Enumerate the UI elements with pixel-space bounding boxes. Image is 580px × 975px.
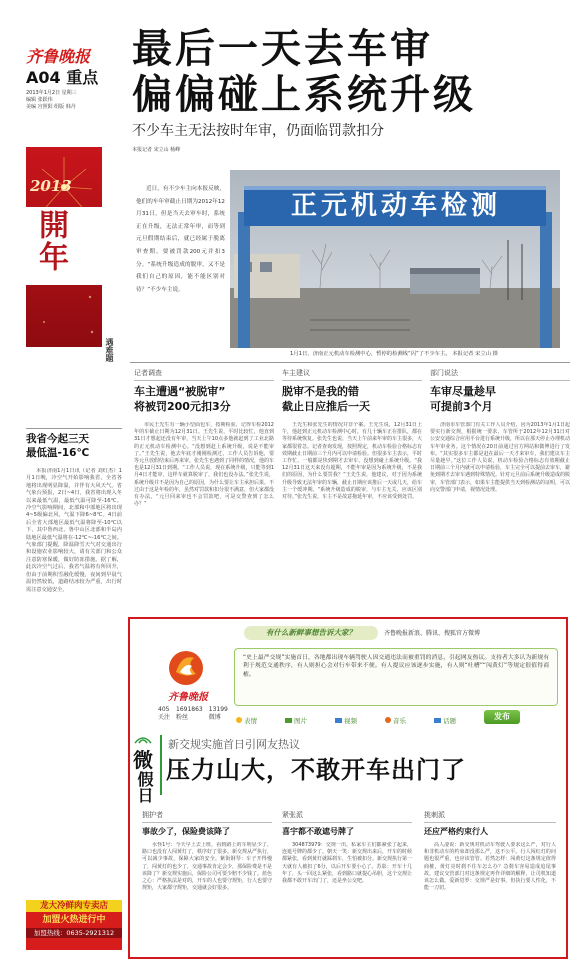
emoji-label: 表情 <box>244 716 257 725</box>
column-2-body: 王先生和张先生的情况并非个案。王先生说，12月31日上午，他赶到正元机动车检测中心时，有几十辆车正在排队，都在等待系统恢复。张先生也说，当天上午前来年审的车主很多，大家都很着急。记者查询发现，按照规定，机动车检验合格标志有效期截止日期前三个月内可以申请检验。但很多车主表示，平时工作忙，一般都是快到期才去审车，没想到碰上系统升级。“我12月31日这天来没有超期，不能年审是因为系统升级，不是我们的原因，为什么要罚我？”王先生说，他建议，对于因为系统升级导致无法年审的车辆，截止日期应该推后一天或几天，给车主一个缓冲期。“系统升级造成的脱审，与车主无关，应该区别对待。”张先生说，车主不是故意拖延年审，不应该受到处罚。 <box>282 422 422 501</box>
column-1-title-1: 车主遭遇“被脱审” <box>134 385 226 398</box>
weibo-col-3-title: 还应严格约束行人 <box>424 827 488 836</box>
news-photo <box>230 170 560 348</box>
stat-posts-num: 13199 <box>208 706 228 713</box>
music-label: 音乐 <box>393 716 406 725</box>
photo-sign-text: 正元机动车检测 <box>290 191 501 221</box>
promo-tagline-text: 有什么新鲜事想告诉大家？ <box>266 628 356 637</box>
topic-tool[interactable] <box>434 716 456 725</box>
promo-tagline <box>244 626 378 640</box>
weibo-col-2-tag: 紧张派 <box>282 810 412 823</box>
music-tool[interactable] <box>385 716 406 725</box>
paper-logo: 齐鲁晚报 <box>26 47 91 66</box>
banner-title-text: 開年 <box>33 209 68 273</box>
music-icon <box>385 717 391 723</box>
column-1-tag: 记者调查 <box>134 368 274 381</box>
stat-follow <box>158 706 170 722</box>
column-2-title-1: 脱审不是我的错 <box>282 385 359 398</box>
video-tool[interactable] <box>335 716 357 725</box>
column-3-title-2: 可提前3个月 <box>430 400 493 413</box>
weibo-col-1-title: 事故少了，保险费该降了 <box>142 827 230 836</box>
flame-logo-icon <box>158 648 214 688</box>
headline-line2: 偏偏碰上系统升级 <box>132 72 476 118</box>
column-1-title-2: 将被罚200元扣3分 <box>134 400 231 413</box>
column-2 <box>282 368 422 584</box>
column-2-tag: 车主建议 <box>282 368 422 381</box>
image-label: 图片 <box>294 716 307 725</box>
promo-paper-logo: 齐鲁晚报 <box>168 692 208 703</box>
weather-subtitle: 最低温-16℃ <box>26 447 90 459</box>
column-3-body: 济南市车管部门有关工作人员介绍，因为2013年1月1日起要实行新交规，根据统一要求，车管所于2012年12月31日对公安交通综合应用平台进行系统升级，所以在那天停止办理机动车年审业务。这个情况在20日前通过官方网站和微博进行了发布。“其实很多车主都是赶在最后一天才来审车，我们建议车主尽量趁早。”这位工作人员说，机动车检验合格标志有效期截止日期前三个月内就可以申请检验，车主完全可以提前去审车，避免到期才去审车遇到特殊情况。针对元旦前后系统升级造成的脱审，车管部门表示，如果车主能提供当天到检测站的证明，可以向交警部门申请，视情况处理。 <box>430 422 570 493</box>
meat-store-ad <box>26 900 122 950</box>
video-icon <box>335 718 342 723</box>
weibo-kicker: 新交规实施首日引网友热议 <box>168 738 300 751</box>
designer-credit: 美编 宫照阳 组版 韩丹 <box>26 104 76 110</box>
byline: 本报记者 宋立山 杨峰 <box>132 147 181 153</box>
column-1-body: 市民王先生有一辆小型面包车，按期检验，记得车检2012年的车截止日期为12月31日。王先生说，平时比较忙，他直到31日才想起还没有年审，当天上午10点多他就赶到了工业北路的正元机动车检测中心。“没想到赶上系统升级，说是不能审了。”王先生说，他去年底才刚刚检测过，工作人员告诉他，要等元旦放假结束后再来审。张先生也遇到了同样的情况，他的车也是12月31日到期。“工作人员说，现在系统升级，只能等到1月4日才能审，这样车就算脱审了，我们也没办法。”张先生说，系统升级并不是因为自己的原因，为什么要让车主承担后果。不过由于这是年检的年，虽然对罚款和扣分很不满意，但大家都没有办法。“元旦回来审也不会罚款吧，可是交警查到了怎么办？” <box>134 422 274 508</box>
headline-line1: 最后一天去车审 <box>132 26 433 72</box>
main-headline <box>132 26 532 154</box>
image-icon <box>285 718 292 723</box>
promo-quote: “史上最严交规”实施首日，各地都出现车辆驾驶人因交通违法而被重罚的消息，引起网友热议。支持者大多认为新规有利于规范交通秩序，有人则担心会对行车带来不便。有人提议应该逐步实施，有人则“吐槽”“闯黄灯”等规定很值得商榷。 <box>243 655 549 678</box>
weather-article <box>26 432 122 876</box>
stat-fans <box>176 706 203 722</box>
green-divider <box>160 735 162 795</box>
weibo-label-top: 微 <box>133 748 153 772</box>
weibo-col-2 <box>282 810 412 950</box>
smile-icon <box>236 717 242 723</box>
column-3 <box>430 368 570 584</box>
banner-subtitle: 遇难题 <box>105 338 114 362</box>
photo-caption: 1月1日，济南正元机动车检测中心，暂停的检测线“闪”了不少车主。 本报记者 宋立山 摄 <box>290 351 498 357</box>
column-3-title-1: 车审尽量趁早 <box>430 385 496 398</box>
weibo-col-1-body: 水怪1号：今天早上去上班，看到路上的车明显少了，路口也没有人闯黄灯了，秩序好了很多。新交规从严执行，可以减少事故，保障大家的安全。紫街钢琴：车子开得慢了，闯黄灯的也少了，交通事故肯定会少，那保险费是不是该降了？新交规实施后，保险公司可要少赔不少钱了。蓝色之心：严格执法是对的，开车的人也要守规矩，行人也要守规矩，大家都守规矩，交通就会好很多。 <box>142 842 272 892</box>
weibo-col-1-tag: 拥护者 <box>142 810 272 823</box>
stat-follow-num: 405 <box>158 706 170 713</box>
paper-circle-logo <box>158 648 214 688</box>
signal-icon <box>131 731 155 745</box>
weibo-col-3-body: 高人凄说：新交规对机动车驾驶人要求这么严，对行人和非机动车的约束却没那么严，这不公平。行人闯红灯的问题也很严重，也应该管管。若然怎样：闯黄灯这条规定值得商榷，黄灯亮时刹不住车怎么办？急刹车容易造成追尾事故。建议交管部门对这条规定再作详细的解释，让司机知道该怎么做。爱新觉罗：交规严是好事，但执行要人性化，不能一刀切。 <box>424 842 556 892</box>
editor-credit: 编辑 张跃伟 <box>26 97 53 103</box>
stat-posts-label: 微博 <box>208 714 221 721</box>
weibo-col-1 <box>142 810 272 950</box>
ad-hotline <box>26 928 122 938</box>
weibo-col-2-body: 304873979：交规一出，私家车主们都紧张了起来，连遮号牌的都少了。朝天一笑：新交规出来后，开车的时候都紧张，看到黄灯就踩刹车，生怕被扣分。新交规执行第一天就有人被扣了6分，以后开车要小心了。苏影：开车十几年了，头一回这么紧张，看到路口就提心吊胆，这个交规让我都不敢开车出门了，还是坐公交吧。 <box>282 842 412 885</box>
column-1 <box>134 368 274 584</box>
emoji-tool[interactable] <box>236 716 257 725</box>
weibo-label <box>131 730 155 803</box>
weather-title: 我省今起三天 <box>26 433 89 445</box>
weibo-col-2-title: 喜宇都不敢遮号牌了 <box>282 827 354 836</box>
weibo-title: 压力山大，不敢开车出门了 <box>166 756 466 784</box>
promo-quote-box <box>234 648 558 706</box>
ad-hotline-number: 0635-2921312 <box>66 929 115 937</box>
stat-fans-label: 粉丝 <box>176 714 189 721</box>
stat-fans-num: 1691863 <box>176 706 203 713</box>
topic-label: 话题 <box>443 716 456 725</box>
promo-channels: 齐鲁晚报新浪、腾讯、搜狐官方微博 <box>384 630 481 637</box>
lead-paragraph: 近日，有不少车主向本报反映，他们的车年审截止日期为2012年12月31日，但是当天去审车时，系统正在升级，无法正常年审，而等到元旦假期结束后，就已经属于脱离审查期，要被罚款200元并扣3分。“系统升级造成的脱审，又不是我们自己的原因，能不能区别对待？”不少车主说。 <box>136 186 225 293</box>
stat-posts <box>209 706 228 722</box>
weather-body: 本报济南1月1日讯（记者 刘红杰）1月1日晚，冷空气开始影响我省，全省各地将出现明显降温，并伴有大风天气。省气象台预报，2日~4日，我省将出现入冬以来最低气温，最低气温可降至-16℃。冷空气影响期间，北部和中部地区将出现4~5级偏北风，气温下降6~8℃。4日前后全省大部地区最低气温将降至-10℃以下，其中鲁西北、鲁中山区北部和半岛内陆地区最低气温将在-12℃~-16℃之间。气象部门提醒，降温降雪天气对交通出行和设施农业影响较大，请有关部门和公众注意防寒保暖，做好防冻措施。据了解，此次冷空气过后，我省气温将有所回升，但由于前期积雪融化缓慢，夜间到早晨气温仍然较低，道路结冰较为严重，出行时需注意交通安全。 <box>26 468 122 593</box>
publish-button[interactable]: 发布 <box>484 710 520 724</box>
ad-hotline-label: 加盟热线： <box>33 929 67 937</box>
column-3-tag: 部门说法 <box>430 368 570 381</box>
video-label: 视频 <box>344 716 357 725</box>
issue-date: 2013年1月2日 星期三 <box>26 90 77 96</box>
image-tool[interactable] <box>285 716 307 725</box>
masthead <box>26 48 106 111</box>
weibo-col-3-tag: 挑刺派 <box>424 810 556 823</box>
weibo-col-3 <box>424 810 556 950</box>
weibo-label-bottom: 假日 <box>135 771 154 803</box>
column-2-title-2: 截止日应推后一天 <box>282 400 370 413</box>
ad-line: 加盟火热进行中 <box>42 915 106 925</box>
topic-icon <box>434 718 441 723</box>
page-label: A04 重点 <box>26 68 99 87</box>
stat-follow-label: 关注 <box>158 714 171 721</box>
new-year-banner <box>26 147 102 347</box>
banner-year: 2013 <box>30 177 72 195</box>
weibo-stats <box>158 706 238 722</box>
headline-subtitle: 不少车主无法按时年审，仍面临罚款扣分 <box>132 123 384 139</box>
ad-title: 龙大冷鲜肉专卖店 <box>26 900 122 912</box>
